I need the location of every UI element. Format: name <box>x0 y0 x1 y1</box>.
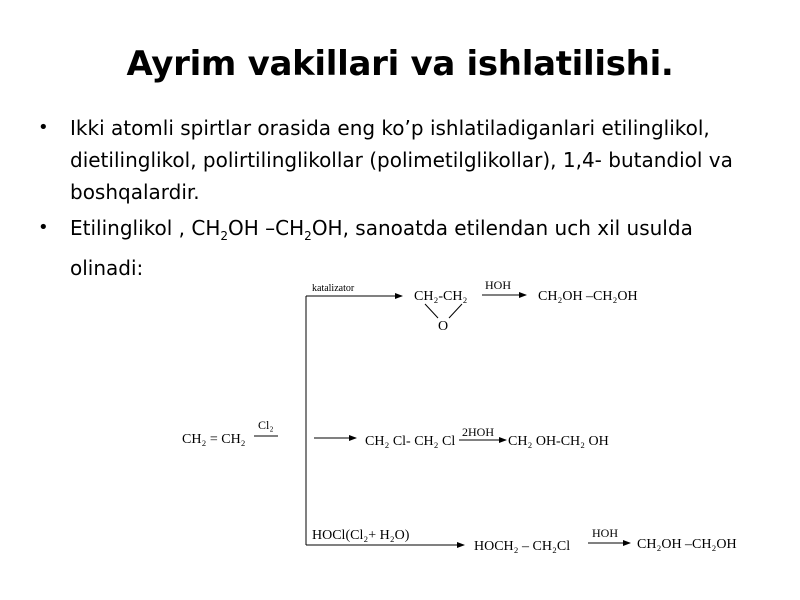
bullet-2-part-1: Etilinglikol , CH <box>70 216 221 240</box>
epoxide-oxygen: O <box>438 319 449 334</box>
bullet-2-subscript-1: 2 <box>220 229 229 243</box>
bullet-2-part-2: OH –CH <box>228 216 305 240</box>
bullet-2-subscript-2: 2 <box>304 229 312 243</box>
epoxide-bond-right <box>449 304 462 318</box>
catalyst-label: katalizator <box>312 283 355 294</box>
bullet-dot-icon: • <box>38 117 49 138</box>
bullet-dot-icon: • <box>38 217 49 238</box>
bullet-2-part-3: OH, sanoatda etilendan uch xil usulda olinadi: <box>70 216 693 280</box>
route-3-intermediate: HOCH₂ – CH₂Cl <box>474 539 571 554</box>
route-2-product: CH₂ OH-CH₂ OH <box>508 434 609 449</box>
epoxide-formula: CH₂-CH₂ <box>414 289 468 304</box>
chlorine-reagent: Cl₂ <box>258 418 274 432</box>
route-2-intermediate: CH₂ Cl- CH₂ Cl <box>365 434 456 449</box>
epoxide-bond-left <box>425 304 438 318</box>
bullet-text-1: Ikki atomli spirtlar orasida eng ko’p ishlatiladiganlari etilinglikol, dietilinglikol, polirtilinglikollar (polimetilglikollar), 1,4- butandiol va boshqalardir. <box>70 116 733 204</box>
slide-title: Ayrim vakillari va ishlatilishi. <box>126 44 674 84</box>
route-3-reagent: HOCl(Cl₂+ H₂O) <box>312 528 410 543</box>
route-1-product: CH₂OH –CH₂OH <box>538 289 638 304</box>
ethylene-formula: CH₂ = CH₂ <box>182 432 246 447</box>
route-2-reagent: 2HOH <box>462 425 494 439</box>
route-3-product: CH₂OH –CH₂OH <box>637 537 737 552</box>
route-1-reagent: HOH <box>485 278 511 292</box>
route-3-second-reagent: HOH <box>592 526 618 540</box>
